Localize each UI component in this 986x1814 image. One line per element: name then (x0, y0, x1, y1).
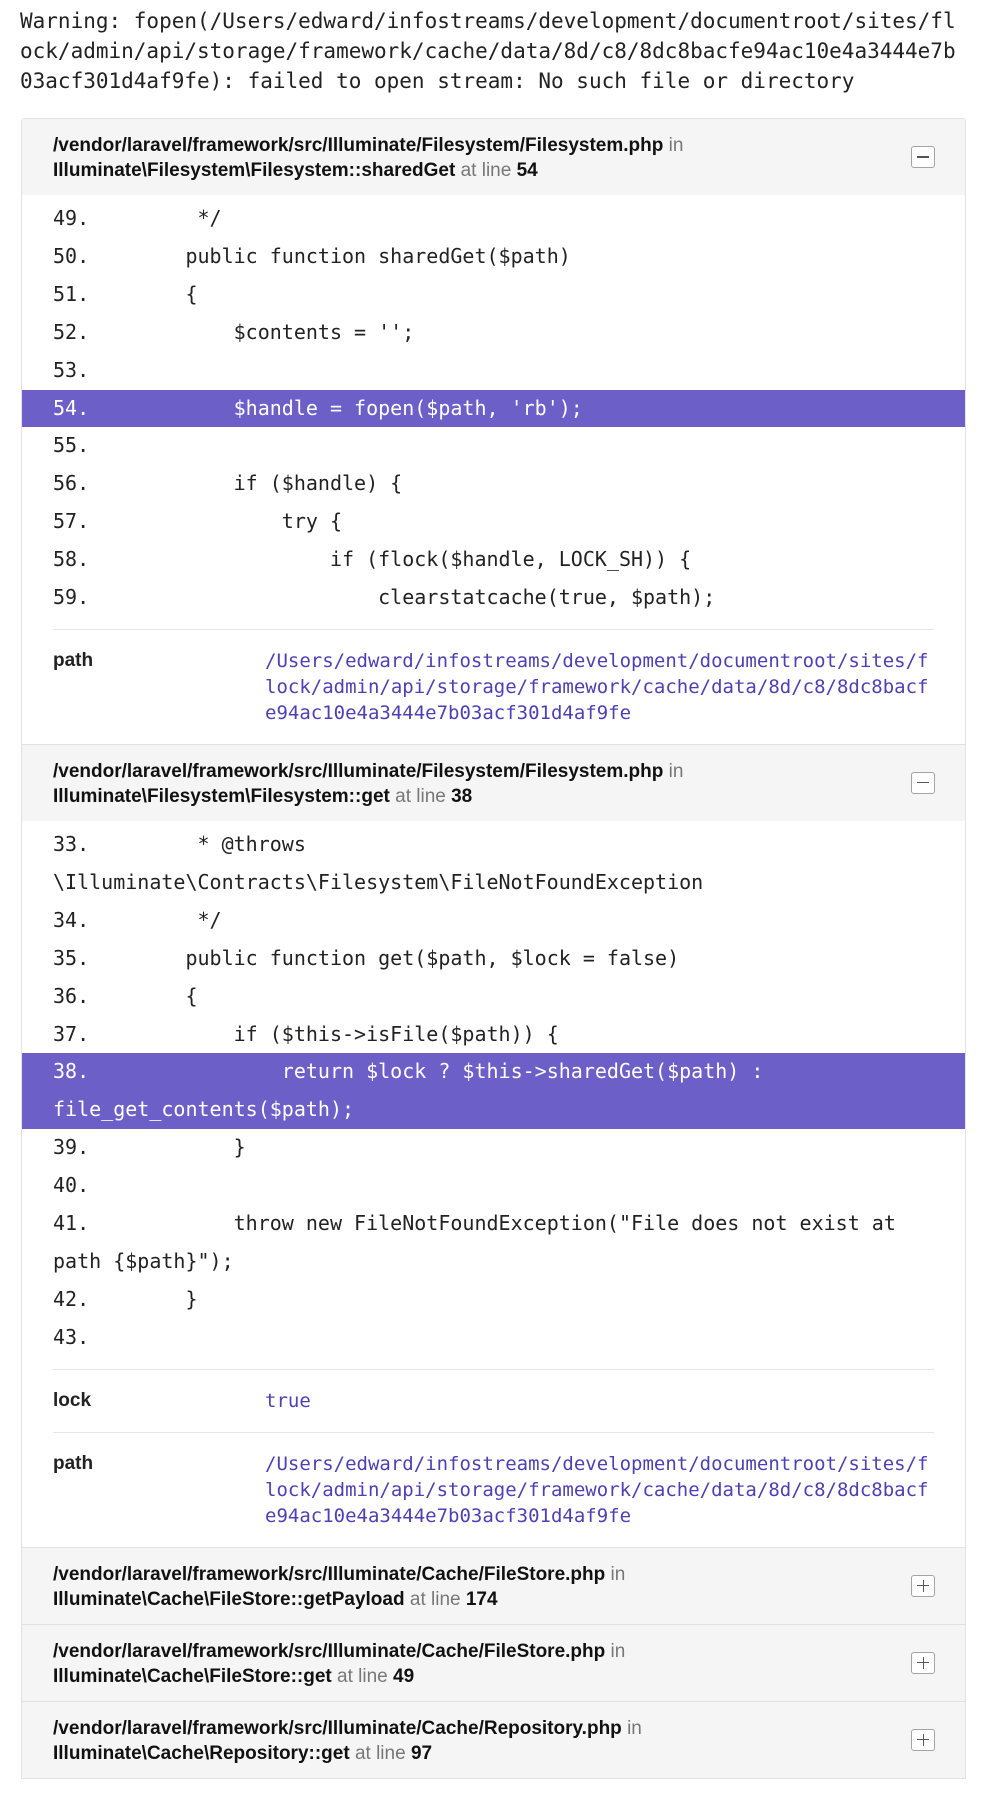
code-line (22, 352, 965, 390)
line-number: 54. (53, 395, 90, 420)
line-code: if (flock($handle, LOCK_SH)) { (137, 547, 692, 572)
line-number: 38. (53, 1059, 90, 1084)
frame-file-path: /vendor/laravel/framework/src/Illuminate/Cache/Repository.php (53, 1717, 622, 1739)
line-number: 36. (53, 983, 90, 1008)
line-code: public function sharedGet($path) (137, 243, 571, 268)
code-line (22, 1016, 965, 1054)
line-number: 43. (53, 1324, 90, 1349)
frame-line-number: 54 (516, 160, 538, 181)
code-snippet (22, 821, 965, 1369)
line-number: 39. (53, 1135, 90, 1160)
stack-frame (22, 1548, 965, 1625)
frame-line-number: 49 (393, 1665, 415, 1687)
code-line (22, 826, 965, 902)
code-line (22, 276, 965, 314)
collapse-icon[interactable] (911, 146, 935, 168)
line-number: 35. (53, 945, 90, 970)
highlighted-code-line (22, 390, 965, 428)
frame-at-line-label: at line (395, 785, 446, 807)
argument-value: /Users/edward/infostreams/development/documentroot/sites/flock/admin/api/storage/framework/cache/data/8d/c8/8dc8bacfe94ac10e4a3444e7b03acf301d4af9fe (265, 649, 929, 724)
code-line (22, 314, 965, 352)
line-code: throw new FileNotFoundException("File does not exist at path {$path}"); (53, 1211, 908, 1273)
expand-icon[interactable] (911, 1575, 935, 1597)
line-number: 50. (53, 243, 90, 268)
line-number: 40. (53, 1173, 90, 1198)
code-line (22, 1129, 965, 1167)
frame-method: Illuminate\Filesystem\Filesystem::sharedGet (53, 160, 456, 181)
frame-header[interactable] (22, 1548, 965, 1624)
frame-header[interactable] (22, 119, 965, 195)
frame-in-label: in (627, 1717, 642, 1739)
line-number: 49. (53, 206, 90, 230)
code-line (22, 427, 965, 465)
stack-frame (22, 1702, 965, 1779)
frame-method: Illuminate\Cache\FileStore::getPayload (53, 1588, 405, 1610)
line-code: if ($handle) { (137, 471, 403, 496)
code-line (22, 1281, 965, 1319)
frame-in-label: in (610, 1563, 626, 1585)
argument-name: path (53, 1452, 94, 1474)
line-number: 34. (53, 907, 90, 932)
code-line (22, 503, 965, 541)
argument-row (53, 629, 934, 744)
argument-name: path (53, 649, 94, 671)
frame-file-path: /vendor/laravel/framework/src/Illuminate/Filesystem/Filesystem.php (53, 135, 664, 156)
frame-arguments (22, 629, 965, 744)
line-code: $handle = fopen($path, 'rb'); (137, 395, 583, 420)
code-line (22, 1167, 965, 1205)
line-code: } (137, 1135, 246, 1160)
frame-method: Illuminate\Cache\Repository::get (53, 1742, 350, 1764)
argument-value: /Users/edward/infostreams/development/documentroot/sites/flock/admin/api/storage/framework/cache/data/8d/c8/8dc8bacfe94ac10e4a3444e7b03acf301d4af9fe (265, 1452, 929, 1527)
argument-row (53, 1369, 934, 1432)
frame-in-label: in (668, 135, 684, 156)
expand-icon[interactable] (911, 1652, 935, 1674)
stack-frame (22, 745, 965, 1548)
stack-frame (22, 119, 965, 745)
frame-in-label: in (610, 1640, 626, 1662)
line-code: clearstatcache(true, $path); (137, 585, 716, 610)
code-line (22, 579, 965, 617)
frame-header[interactable] (22, 1702, 965, 1778)
code-line (22, 465, 965, 503)
line-code: */ (137, 907, 222, 932)
collapse-icon[interactable] (911, 772, 935, 794)
frame-method: Illuminate\Cache\FileStore::get (53, 1665, 332, 1687)
frame-method: Illuminate\Filesystem\Filesystem::get (53, 785, 390, 807)
line-code: try { (137, 509, 342, 534)
code-line (22, 238, 965, 276)
line-code: } (137, 1286, 198, 1311)
expand-icon[interactable] (911, 1729, 935, 1751)
line-number: 42. (53, 1286, 90, 1311)
frame-at-line-label: at line (337, 1665, 388, 1687)
code-line (22, 1205, 965, 1281)
frame-file-path: /vendor/laravel/framework/src/Illuminate/Filesystem/Filesystem.php (53, 760, 664, 782)
argument-value: true (265, 1389, 311, 1412)
line-number: 51. (53, 281, 90, 306)
frame-in-label: in (668, 760, 684, 782)
frame-at-line-label: at line (460, 160, 512, 181)
line-number: 58. (53, 547, 90, 572)
warning-message: Warning: fopen(/Users/edward/infostreams/development/documentroot/sites/flock/admin/api/storage/framework/cache/data/8d/c8/8dc8bacfe94ac10e4a3444e7b03acf301d4af9fe): failed to open stream: No such file or directory (20, 9, 956, 93)
frame-line-number: 38 (451, 785, 473, 807)
line-number: 37. (53, 1021, 90, 1046)
line-code: if ($this->isFile($path)) { (137, 1021, 559, 1046)
line-code: { (137, 983, 198, 1008)
code-line (22, 200, 965, 238)
line-number: 52. (53, 319, 90, 344)
line-number: 59. (53, 585, 90, 610)
code-line (22, 978, 965, 1016)
argument-name: lock (53, 1389, 92, 1411)
line-code: public function get($path, $lock = false) (137, 945, 680, 970)
stack-trace (21, 118, 966, 1779)
line-number: 57. (53, 509, 90, 534)
code-line (22, 1319, 965, 1357)
stack-frame (22, 1625, 965, 1702)
frame-header[interactable] (22, 745, 965, 821)
frame-file-path: /vendor/laravel/framework/src/Illuminate/Cache/FileStore.php (53, 1640, 606, 1662)
frame-line-number: 174 (465, 1588, 498, 1610)
code-line (22, 902, 965, 940)
code-snippet (22, 195, 965, 629)
line-number: 41. (53, 1211, 90, 1236)
line-number: 53. (53, 357, 90, 382)
line-code: $contents = ''; (137, 319, 415, 344)
line-number: 56. (53, 471, 90, 496)
line-number: 33. (53, 831, 90, 856)
argument-row (53, 1432, 934, 1547)
line-number: 55. (53, 433, 90, 458)
line-code: return $lock ? $this->sharedGet($path) : file_get_contents($path); (53, 1059, 776, 1122)
frame-header[interactable] (22, 1625, 965, 1701)
frame-file-path: /vendor/laravel/framework/src/Illuminate/Cache/FileStore.php (53, 1563, 606, 1585)
line-code: { (137, 281, 198, 306)
code-line (22, 940, 965, 978)
frame-arguments (22, 1369, 965, 1547)
line-code: * @throws \Illuminate\Contracts\Filesystem\FileNotFoundException (53, 831, 704, 894)
code-line (22, 541, 965, 579)
line-code: */ (137, 206, 222, 230)
frame-line-number: 97 (410, 1742, 433, 1764)
highlighted-code-line (22, 1053, 965, 1129)
frame-at-line-label: at line (409, 1588, 461, 1610)
frame-at-line-label: at line (354, 1742, 406, 1764)
